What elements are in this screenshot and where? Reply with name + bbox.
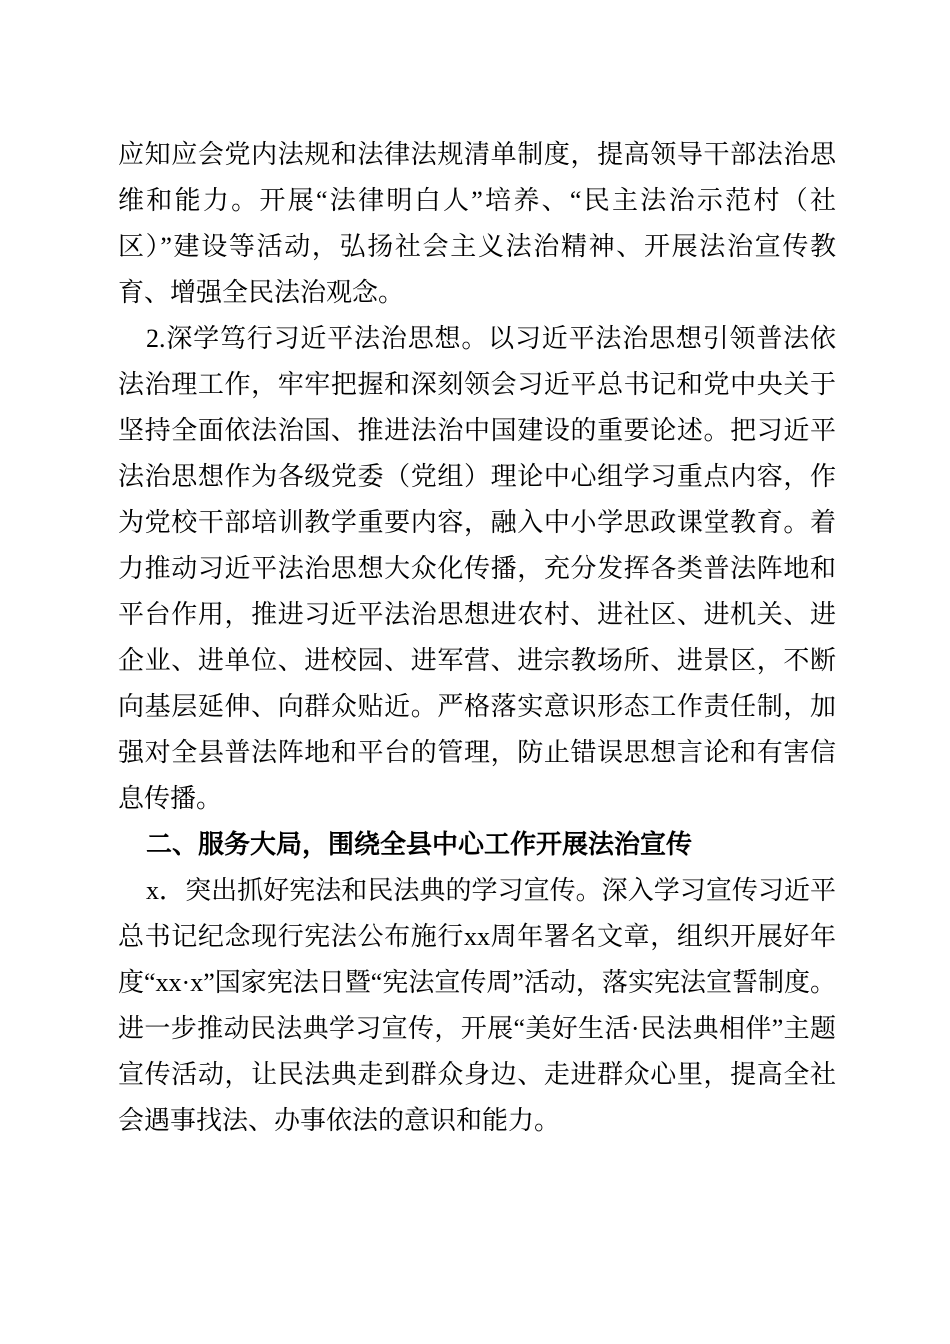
paragraph-point-2: 2.深学笃行习近平法治思想。以习近平法治思想引领普法依法治理工作，牢牢把握和深刻领会习近平总书记和党中央关于坚持全面依法治国、推进法治中国建设的重要论述。把习近平法治思想作为各级党委（党组）理论中心组学习重点内容，作为党校干部培训教学重要内容，融入中小学思政课堂教育。着力推动习近平法治思想大众化传播，充分发挥各类普法阵地和平台作用，推进习近平法治思想进农村、进社区、进机关、进企业、进单位、进校园、进军营、进宗教场所、进景区，不断向基层延伸、向群众贴近。严格落实意识形态工作责任制，加强对全县普法阵地和平台的管理，防止错误思想言论和有害信息传播。 xyxy=(118,324,836,813)
document-body xyxy=(118,132,836,1144)
paragraph-point-x: x．突出抓好宪法和民法典的学习宣传。深入学习宣传习近平总书记纪念现行宪法公布施行xx周年署名文章，组织开展好年度“xx·x”国家宪法日暨“宪法宣传周”活动，落实宪法宣誓制度。进一步推动民法典学习宣传，开展“美好生活·民法典相伴”主题宣传活动，让民法典走到群众身边、走进群众心里，提高全社会遇事找法、办事依法的意识和能力。 xyxy=(118,876,836,1135)
paragraph-continuation: 应知应会党内法规和法律法规清单制度，提高领导干部法治思维和能力。开展“法律明白人”培养、“民主法治示范村（社区）”建设等活动，弘扬社会主义法治精神、开展法治宣传教育、增强全民法治观念。 xyxy=(118,140,836,307)
section-heading-2: 二、服务大局，围绕全县中心工作开展法治宣传 xyxy=(146,830,693,859)
